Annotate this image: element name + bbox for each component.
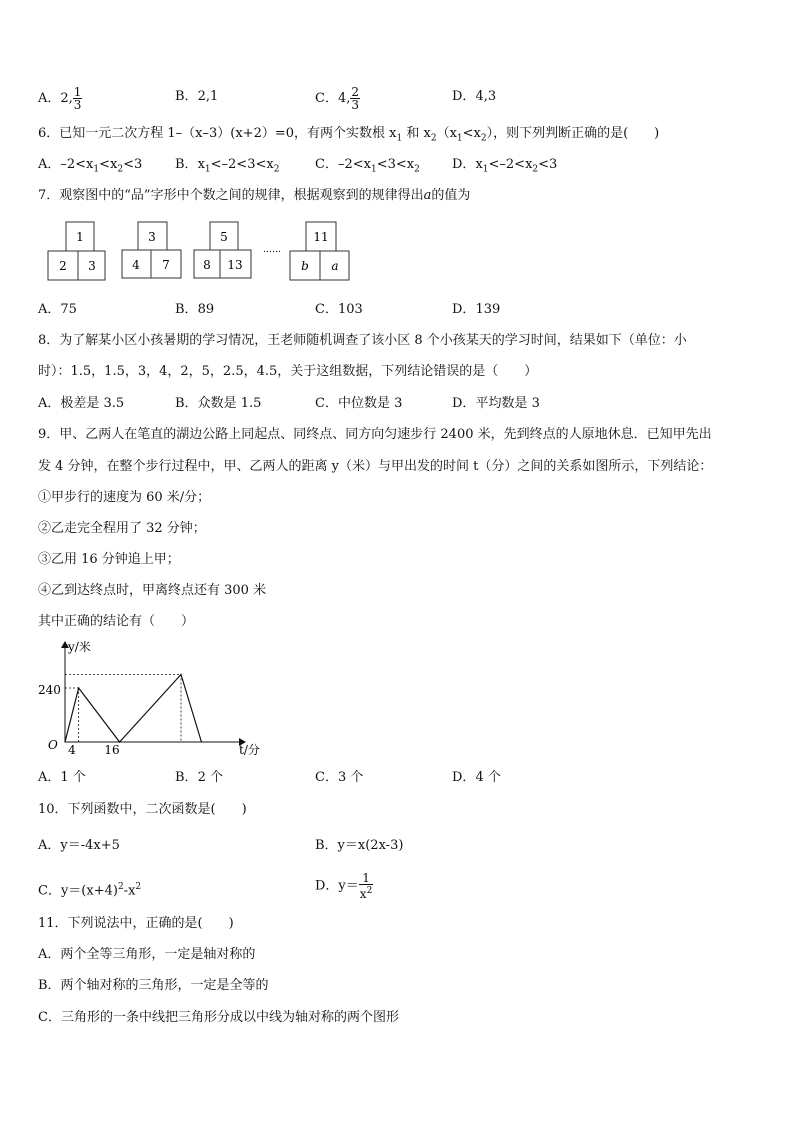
q9-claim-2: ②乙走完全程用了 32 分钟； bbox=[38, 521, 206, 536]
q9-option-a: A．1 个 bbox=[38, 770, 86, 785]
q9-option-c: C．3 个 bbox=[315, 770, 364, 785]
pin-4-top: 11 bbox=[313, 230, 329, 244]
q6-option-c: C．$-2<x_1<3<x_2$ bbox=[315, 157, 420, 175]
q8-line-1: 8．为了解某小区小孩暑期的学习情况，王老师随机调查了该小区 8 个小孩某天的学习时间，结果如下（单位：小 bbox=[38, 333, 687, 348]
pin-figure-3 bbox=[194, 222, 251, 278]
q10-stem: 10．下列函数中，二次函数是( ) bbox=[38, 802, 247, 817]
origin-label: O bbox=[48, 738, 58, 752]
pin-2-top: 3 bbox=[148, 230, 156, 244]
q6-option-b: B．$x_1<-2<3<x_2$ bbox=[175, 157, 280, 175]
q9-option-d: D．4 个 bbox=[452, 770, 501, 785]
q8-option-d: D．平均数是 3 bbox=[452, 396, 540, 411]
q8-option-b: B．众数是 1.5 bbox=[175, 396, 262, 411]
q8-option-a: A．极差是 3.5 bbox=[38, 396, 125, 411]
data-point-3 bbox=[180, 674, 181, 675]
q9-claim-1: ①甲步行的速度为 60 米/分； bbox=[38, 490, 211, 505]
q5-option-a: A．2, $\frac{1}{3}$ bbox=[38, 85, 82, 112]
pin-3-left: 8 bbox=[203, 258, 211, 272]
q9-line-2: 发 4 分钟，在整个步行过程中，甲、乙两人的距离 y（米）与甲出发的时间 t（分）之间的关系如图所示，下列结论： bbox=[38, 459, 713, 474]
q7-option-a: A．75 bbox=[38, 302, 77, 317]
q5-option-d: D．4,3 bbox=[452, 89, 497, 104]
x-tick-4: 4 bbox=[68, 743, 76, 757]
fraction: $\frac{1}{x^2}$ bbox=[359, 871, 373, 901]
pin-1-top: 1 bbox=[76, 230, 84, 244]
q11-option-b: B．两个轴对称的三角形，一定是全等的 bbox=[38, 978, 269, 993]
data-point-1 bbox=[78, 687, 79, 688]
y-tick-240: 240 bbox=[38, 683, 61, 697]
q5-option-c: C．4, $\frac{2}{3}$ bbox=[315, 85, 359, 112]
q10-option-d: D．y＝ $\frac{1}{x^2}$ bbox=[315, 871, 373, 901]
data-point-2 bbox=[119, 741, 120, 742]
q9-ask: 其中正确的结论有（ ） bbox=[38, 614, 195, 629]
pin-dots: …… bbox=[263, 245, 281, 255]
q7-option-d: D．139 bbox=[452, 302, 501, 317]
q6-option-a: A．$-2<x_1<x_2<3$ bbox=[38, 157, 143, 175]
q6-option-d: D．$x_1<-2<x_2<3$ bbox=[452, 157, 558, 175]
pin-2-right: 7 bbox=[162, 258, 170, 272]
x-axis-label: t/分 bbox=[239, 743, 260, 757]
graph-marks bbox=[64, 674, 202, 743]
q7-stem: 7．观察图中的“品”字形中个数之间的规律，根据观察到的规律得出a的值为 bbox=[38, 188, 471, 203]
fraction: $\frac{1}{3}$ bbox=[73, 85, 82, 112]
q7-option-c: C．103 bbox=[315, 302, 363, 317]
pin-figures bbox=[40, 218, 360, 282]
fraction: $\frac{2}{3}$ bbox=[351, 85, 359, 112]
q9-claim-4: ④乙到达终点时，甲离终点还有 300 米 bbox=[38, 583, 267, 598]
q10-option-b: B．y＝x(2x-3) bbox=[315, 838, 404, 853]
q6-stem: 6．已知一元二次方程 1–（x–3）(x+2）=0，有两个实数根 $x_1$ 和 $x_2(x_1<x_2)$，则下列判断正确的是( ) bbox=[38, 126, 660, 144]
q9-line-1: 9．甲、乙两人在笔直的湖边公路上同起点、同终点、同方向匀速步行 2400 米，先到终点的人原地休息．已知甲先出 bbox=[38, 427, 712, 442]
q8-line-2: 时）：1.5，1.5，3，4，2，5，2.5，4.5，关于这组数据，下列结论错误的是（ ） bbox=[38, 364, 538, 379]
pin-figure-2 bbox=[122, 222, 181, 278]
q7-option-b: B．89 bbox=[175, 302, 215, 317]
distance-time-graph bbox=[30, 632, 270, 760]
q5-option-b: B．2,1 bbox=[175, 89, 219, 104]
pin-figure-1 bbox=[48, 222, 105, 280]
q9-option-b: B．2 个 bbox=[175, 770, 223, 785]
q11-stem: 11．下列说法中，正确的是( ) bbox=[38, 916, 234, 931]
pin-4-right: a bbox=[331, 259, 339, 273]
q9-claim-3: ③乙用 16 分钟追上甲； bbox=[38, 552, 180, 567]
pin-figure-4 bbox=[290, 222, 349, 280]
pin-3-right: 13 bbox=[227, 258, 243, 272]
q11-option-a: A．两个全等三角形，一定是轴对称的 bbox=[38, 947, 256, 962]
y-axis-label: y/米 bbox=[68, 640, 91, 654]
q10-option-a: A．y＝-4x+5 bbox=[38, 838, 120, 853]
pin-1-right: 3 bbox=[88, 259, 96, 273]
data-point-4 bbox=[201, 741, 202, 742]
data-point-0 bbox=[64, 741, 65, 742]
pin-1-left: 2 bbox=[59, 259, 67, 273]
pin-4-left: b bbox=[301, 259, 309, 273]
q8-option-c: C．中位数是 3 bbox=[315, 396, 403, 411]
q10-option-c: C．$y=(x+4)^2-x^2$ bbox=[38, 882, 142, 899]
x-tick-16: 16 bbox=[104, 743, 120, 757]
pin-2-left: 4 bbox=[132, 258, 140, 272]
pin-3-top: 5 bbox=[220, 230, 228, 244]
q11-option-c: C．三角形的一条中线把三角形分成以中线为轴对称的两个图形 bbox=[38, 1010, 399, 1025]
